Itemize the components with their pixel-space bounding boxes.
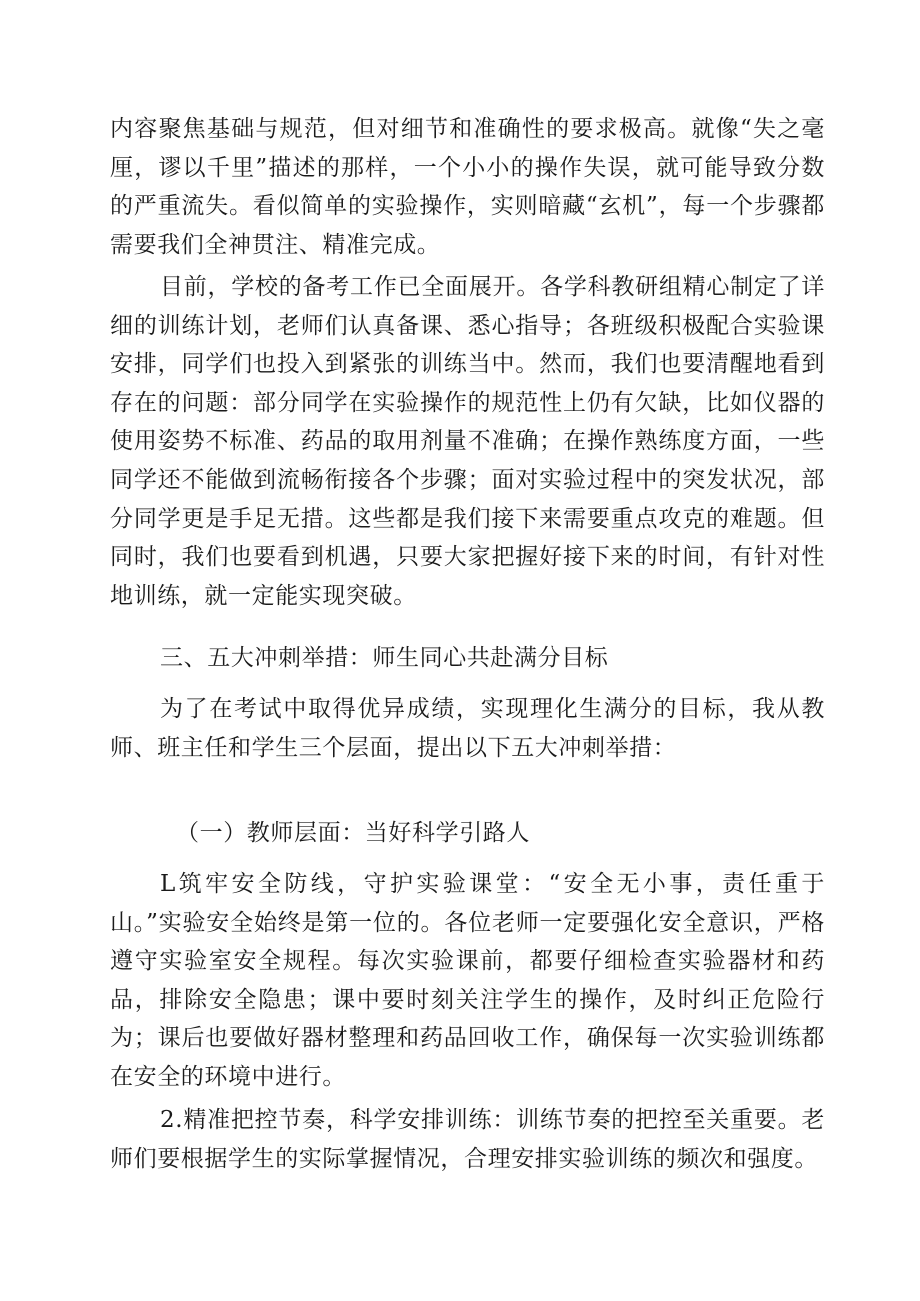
paragraph-current-preparation: 目前，学校的备考工作已全面展开。各学科教研组精心制定了详细的训练计划，老师们认真备课、悉心指导；各班级积极配合实验课安排，同学们也投入到紧张的训练当中。然而，我们也要清醒地看到存在的问题：部分同学在实验操作的规范性上仍有欠缺，比如仪器的使用姿势不标准、药品的取用剂量不准确；在操作熟练度方面，一些同学还不能做到流畅衔接各个步骤；面对实验过程中的突发状况，部分同学更是手足无措。这些都是我们接下来需要重点攻克的难题。但同时，我们也要看到机遇，只要大家把握好接下来的时间，有针对性地训练，就一定能实现突破。 (110, 274, 825, 609)
subsection-heading-teacher-level: （一）教师层面：当好科学引路人 (176, 820, 530, 846)
paragraph-safety-measure: L筑牢安全防线，守护实验课堂：“安全无小事，责任重于山。”实验安全始终是第一位的。各位老师一定要强化安全意识，严格遵守实验室安全规程。每次实验课前，都要仔细检查实验器材和药品，排除安全隐患；课中要时刻关注学生的操作，及时纠正危险行为；课后也要做好器材整理和药品回收工作，确保每一次实验训练都在安全的环境中进行。 (110, 871, 825, 1090)
paragraph-training-rhythm: 2.精准把控节奏，科学安排训练：训练节奏的把控至关重要。老师们要根据学生的实际掌握情况，合理安排实验训练的频次和强度。 (110, 1107, 825, 1172)
paragraph-exam-content-focus: 内容聚焦基础与规范，但对细节和准确性的要求极高。就像“失之毫厘，谬以千里”描述的那样，一个小小的操作失误，就可能导致分数的严重流失。看似简单的实验操作，实则暗藏“玄机”，每一个步骤都需要我们全神贯注、精准完成。 (110, 116, 825, 258)
paragraph-measures-intro: 为了在考试中取得优异成绩，实现理化生满分的目标，我从教师、班主任和学生三个层面，提出以下五大冲刺举措： (110, 696, 825, 761)
section-heading-five-measures: 三、五大冲刺举措：师生同心共赴满分目标 (160, 645, 609, 671)
